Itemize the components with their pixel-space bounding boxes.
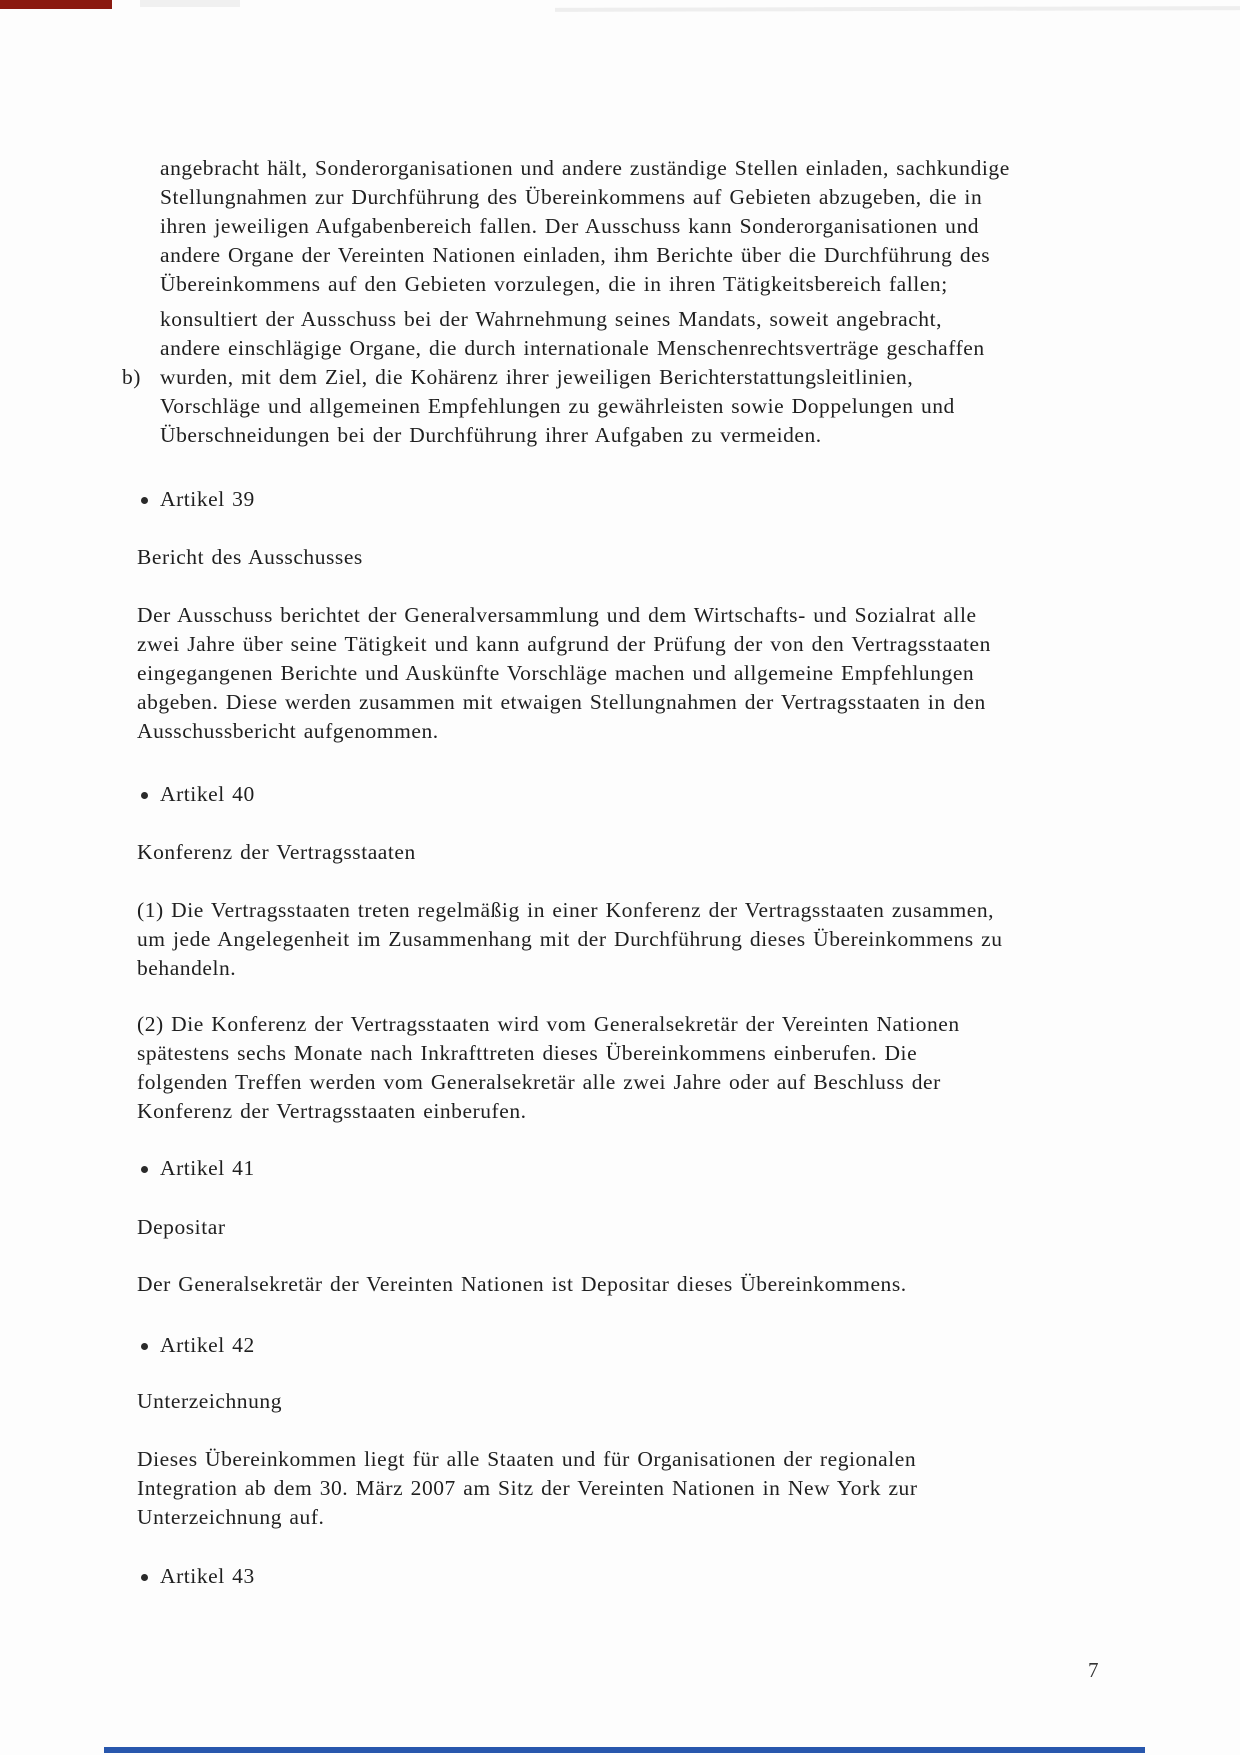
page-number: 7 xyxy=(1088,1658,1099,1682)
scan-smudge xyxy=(555,6,1240,12)
list-marker-b: b) xyxy=(122,365,142,389)
text-line: Unterzeichnung auf. xyxy=(137,1505,325,1529)
text-line: Ausschussbericht aufgenommen. xyxy=(137,719,439,743)
article-41-bullet-line xyxy=(137,1154,1137,1183)
bullet-icon xyxy=(141,1574,148,1581)
text-line: Übereinkommens auf den Gebieten vorzulegen, die in ihren Tätigkeitsbereich fallen; xyxy=(160,272,948,296)
text-line: folgenden Treffen werden vom Generalsekretär alle zwei Jahre oder auf Beschluss der xyxy=(137,1070,941,1094)
article-41-heading: Depositar xyxy=(137,1215,226,1239)
article-40-paragraph-2 xyxy=(137,1010,1137,1126)
item-b-marker-line xyxy=(122,363,1137,392)
text-line: angebracht hält, Sonderorganisationen und andere zuständige Stellen einladen, sachkundige xyxy=(160,156,1010,180)
list-continuation-block xyxy=(122,154,1137,450)
text-line: ihren jeweiligen Aufgabenbereich fallen. Der Ausschuss kann Sonderorganisationen und xyxy=(160,214,980,238)
text-line: Überschneidungen bei der Durchführung ihrer Aufgaben zu vermeiden. xyxy=(160,423,822,447)
text-line: Konferenz der Vertragsstaaten einberufen. xyxy=(137,1099,527,1123)
article-43-label: Artikel 43 xyxy=(160,1564,255,1588)
text-line: Der Ausschuss berichtet der Generalversammlung und dem Wirtschafts- und Sozialrat alle xyxy=(137,603,977,627)
article-42-bullet-line xyxy=(137,1331,1137,1360)
text-line: Stellungnahmen zur Durchführung des Übereinkommens auf Gebieten abzugeben, die in xyxy=(160,185,983,209)
bullet-icon xyxy=(141,1343,148,1350)
bullet-icon xyxy=(141,792,148,799)
text-line: andere Organe der Vereinten Nationen einladen, ihm Berichte über die Durchführung des xyxy=(160,243,991,267)
item-b-tail-lines xyxy=(160,392,1137,450)
article-40-bullet-line xyxy=(137,780,1137,809)
article-42-paragraph xyxy=(137,1445,1137,1532)
text-line: eingegangenen Berichte und Auskünfte Vorschläge machen und allgemeine Empfehlungen xyxy=(137,661,975,685)
scan-artifact-top-left-bar xyxy=(0,0,112,9)
text-line: (2) Die Konferenz der Vertragsstaaten wird vom Generalsekretär der Vereinten Nationen xyxy=(137,1012,960,1036)
bullet-icon xyxy=(141,1166,148,1173)
text-line: Integration ab dem 30. März 2007 am Sitz der Vereinten Nationen in New York zur xyxy=(137,1476,918,1500)
article-40-label: Artikel 40 xyxy=(160,782,255,806)
article-42-heading: Unterzeichnung xyxy=(137,1389,283,1413)
text-line: behandeln. xyxy=(137,956,237,980)
item-a-lines xyxy=(160,154,1137,299)
article-41-label: Artikel 41 xyxy=(160,1156,255,1180)
text-line: Vorschläge und allgemeinen Empfehlungen zu gewährleisten sowie Doppelungen und xyxy=(160,394,955,418)
text-line: um jede Angelegenheit im Zusammenhang mit der Durchführung dieses Übereinkommens zu xyxy=(137,927,1003,951)
text-line: abgeben. Diese werden zusammen mit etwaigen Stellungnahmen der Vertragsstaaten in den xyxy=(137,690,986,714)
text-line: zwei Jahre über seine Tätigkeit und kann aufgrund der Prüfung der von den Vertragsstaaten xyxy=(137,632,991,656)
page-content xyxy=(122,154,1137,1591)
article-39-label: Artikel 39 xyxy=(160,487,255,511)
text-line: spätestens sechs Monate nach Inkrafttreten dieses Übereinkommens einberufen. Die xyxy=(137,1041,918,1065)
text-line: andere einschlägige Organe, die durch internationale Menschenrechtsverträge geschaffen xyxy=(160,336,985,360)
scan-artifact-bottom-line xyxy=(104,1747,1145,1753)
item-b-marker-line-text: wurden, mit dem Ziel, die Kohärenz ihrer jeweiligen Berichterstattungsleitlinien, xyxy=(160,365,914,389)
text-line: (1) Die Vertragsstaaten treten regelmäßig in einer Konferenz der Vertragsstaaten zusammen, xyxy=(137,898,995,922)
article-42-label: Artikel 42 xyxy=(160,1333,255,1357)
scan-smudge xyxy=(140,0,240,7)
bullet-icon xyxy=(141,497,148,504)
article-39-paragraph xyxy=(137,601,1137,746)
article-40-paragraph-1 xyxy=(137,896,1137,983)
article-41-paragraph xyxy=(137,1270,1137,1299)
article-39-heading: Bericht des Ausschusses xyxy=(137,545,363,569)
article-40-heading: Konferenz der Vertragsstaaten xyxy=(137,840,416,864)
text-line: Dieses Übereinkommen liegt für alle Staaten und für Organisationen der regionalen xyxy=(137,1447,917,1471)
article-39-bullet-line xyxy=(137,485,1137,514)
item-b-lead-lines xyxy=(160,305,1137,363)
text-line: Der Generalsekretär der Vereinten Nationen ist Depositar dieses Übereinkommens. xyxy=(137,1272,907,1296)
article-43-bullet-line xyxy=(137,1562,1137,1591)
text-line: konsultiert der Ausschuss bei der Wahrnehmung seines Mandats, soweit angebracht, xyxy=(160,307,943,331)
